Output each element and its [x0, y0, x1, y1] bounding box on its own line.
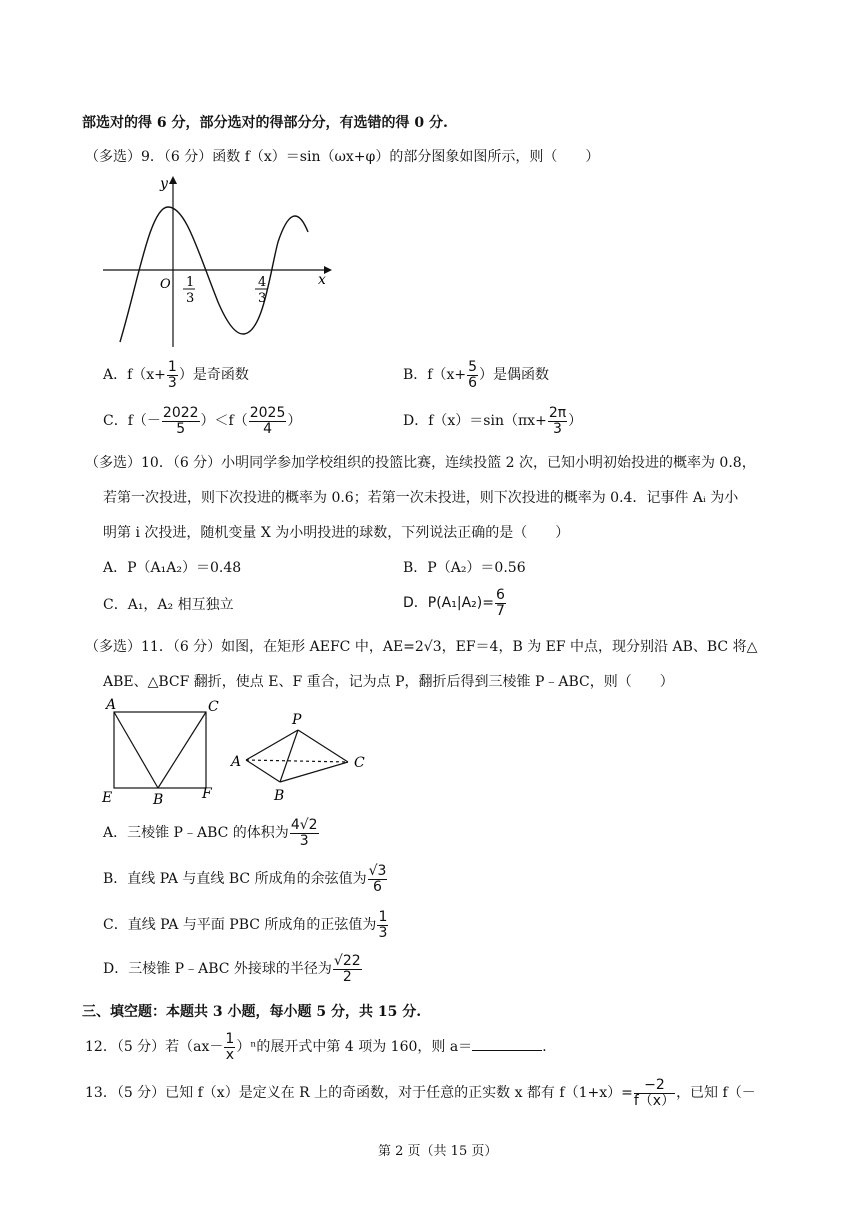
q9-option-b: B．f（x+ $\frac{5}{6}$ ）是偶函数	[403, 359, 550, 391]
instruction-line: 部选对的得 6 分，部分选对的得部分分，有选错的得 0 分.	[82, 115, 448, 131]
section-title: 三、填空题：本题共 3 小题，每小题 5 分，共 15 分.	[82, 1004, 422, 1020]
q9-option-c: C．f（－ $\frac{2022}{5}$ ）＜f（ $\frac{2025}{4}$ ）	[103, 405, 302, 437]
q11-pyramid-figure	[228, 706, 378, 808]
q10-line3: 明第 i 次投进，随机变量 X 为小明投进的球数，下列说法正确的是（ ）	[103, 525, 570, 541]
sine-curve	[120, 207, 308, 342]
q11-line2: ABE、△BCF 翻折，使点 E、F 重合，记为点 P，翻折后得到三棱锥 P﹣ABC，则（ ）	[103, 674, 674, 690]
svg-text:B: B	[274, 788, 285, 804]
svg-text:A: A	[106, 697, 117, 713]
q11-line1: （多选）11．（6 分）如图，在矩形 AEFC 中，AE=2√3，EF＝4，B 为 EF 中点，现分别沿 AB、BC 将△	[85, 639, 758, 655]
q9-sine-graph	[98, 172, 338, 352]
q10-option-b: B．P（A₂）＝0.56	[403, 560, 526, 576]
q13: 13．（5 分）已知 f（x）是定义在 R 上的奇函数，对于任意的正实数 x 都有 f（1+x）= $\frac{-2}{f(x)}$ ，已知 f（－	[85, 1077, 756, 1109]
tick1-num: 1	[186, 275, 195, 290]
q11-option-a: A．三棱锥 P﹣ABC 的体积为 $\frac{4√2}{3}$	[103, 817, 318, 849]
q12: 12．（5 分）若（ax－ $\frac{1}{x}$ ）ⁿ的展开式中第 4 项为 160，则 a＝ ．	[85, 1031, 557, 1063]
q9-option-a: A．f（x+ $\frac{1}{3}$ ）是奇函数	[103, 359, 249, 391]
q9-stem: （多选）9．（6 分）函数 f（x）＝sin（ωx+φ）的部分图象如图所示，则（ ）	[85, 149, 600, 165]
svg-text:B: B	[153, 792, 164, 808]
svg-text:A: A	[231, 754, 242, 770]
svg-text:F: F	[202, 786, 212, 802]
x-label: x	[318, 272, 326, 288]
tick1-den: 3	[186, 291, 195, 306]
y-label: y	[160, 176, 168, 192]
q10-line2: 若第一次投进，则下次投进的概率为 0.6；若第一次未投进，则下次投进的概率为 0.4．记事件 Aᵢ 为小	[103, 490, 739, 506]
page-footer: 第 2 页（共 15 页）	[378, 1144, 498, 1159]
svg-text:C: C	[354, 755, 365, 771]
svg-text:E: E	[102, 790, 113, 806]
q10-option-d: D．P(A₁|A₂)= $\frac{6}{7}$	[403, 587, 505, 619]
q9-option-d: D．f（x）＝sin（πx+ $\frac{2\pi}{3}$ ）	[403, 405, 583, 437]
y-axis-arrow	[169, 176, 177, 184]
svg-text:P: P	[292, 712, 302, 728]
q10-option-c: C．A₁，A₂ 相互独立	[103, 597, 234, 613]
tick2-den: 3	[258, 291, 267, 306]
tick2-num: 4	[258, 275, 267, 290]
q12-answer-blank[interactable]	[472, 1036, 542, 1051]
q11-option-d: D．三棱锥 P﹣ABC 外接球的半径为 $\frac{√22}{2}$	[103, 953, 361, 985]
origin-label: O	[160, 277, 171, 292]
q11-option-c: C．直线 PA 与平面 PBC 所成角的正弦值为 $\frac{1}{3}$	[103, 909, 388, 941]
q11-option-b: B．直线 PA 与直线 BC 所成角的余弦值为 $\frac{√3}{6}$	[103, 863, 387, 895]
svg-text:C: C	[208, 699, 219, 715]
q11-rectangle-figure	[98, 694, 238, 808]
q10-option-a: A．P（A₁A₂）＝0.48	[103, 560, 242, 576]
q10-line1: （多选）10．（6 分）小明同学参加学校组织的投篮比赛，连续投篮 2 次，已知小明初始投进的概率为 0.8，	[85, 455, 756, 471]
